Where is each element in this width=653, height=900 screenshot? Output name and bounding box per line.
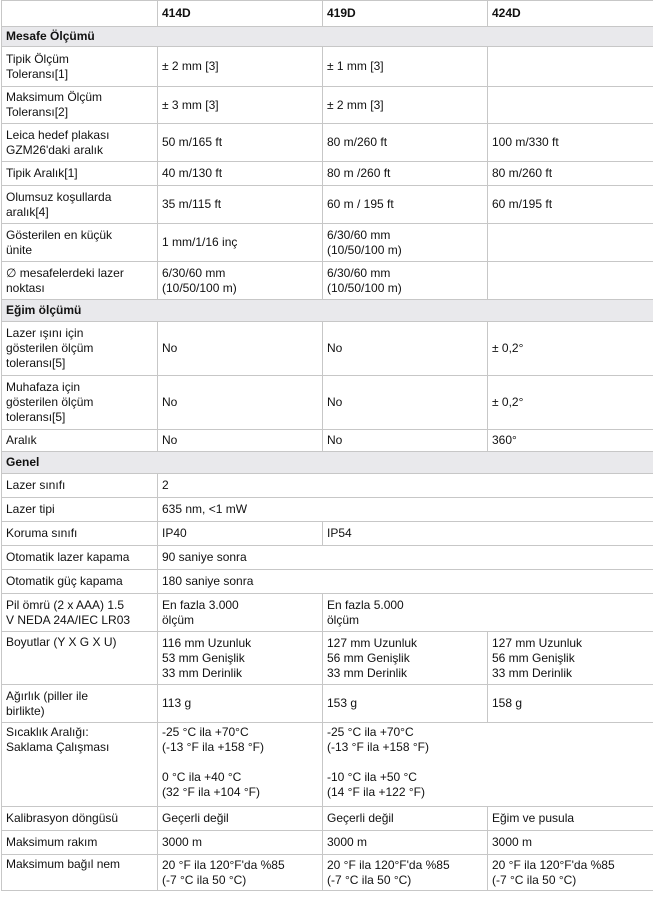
table-row	[2, 430, 653, 452]
cell-414d: No	[158, 430, 323, 452]
row-label: Aralık	[2, 430, 158, 452]
cell-414d: No	[158, 376, 323, 430]
cell-424d: ± 0,2°	[488, 322, 653, 376]
table-row	[2, 831, 653, 855]
cell-414d: IP40	[158, 522, 323, 546]
cell-424d: 158 g	[488, 685, 653, 723]
table-row	[2, 498, 653, 522]
header-model-414d: 414D	[158, 1, 323, 27]
cell-419d: No	[323, 322, 488, 376]
cell-414d: 20 °F ila 120°F'da %85 (-7 °C ila 50 °C)	[158, 855, 323, 891]
cell-419d: No	[323, 430, 488, 452]
cell-419d: 3000 m	[323, 831, 488, 855]
cell-419d-424d: En fazla 5.000 ölçüm	[323, 594, 653, 632]
cell-419d: 6/30/60 mm (10/50/100 m)	[323, 224, 488, 262]
cell-424d: 127 mm Uzunluk 56 mm Genişlik 33 mm Derinlik	[488, 632, 653, 685]
table-row	[2, 474, 653, 498]
cell-424d: 60 m/195 ft	[488, 186, 653, 224]
row-label: Maksimum Ölçüm Toleransı[2]	[2, 87, 158, 124]
row-label: Ağırlık (piller ile birlikte)	[2, 685, 158, 723]
cell-419d: No	[323, 376, 488, 430]
cell-414d: No	[158, 322, 323, 376]
table-row	[2, 522, 653, 546]
table-row	[2, 685, 653, 723]
table-row	[2, 47, 653, 87]
row-label: Lazer ışını için gösterilen ölçüm toleransı[5]	[2, 322, 158, 376]
row-label: Muhafaza için gösterilen ölçüm toleransı[5]	[2, 376, 158, 430]
cell-414d: 3000 m	[158, 831, 323, 855]
cell-419d: 153 g	[323, 685, 488, 723]
table-row	[2, 546, 653, 570]
cell-all-models: 180 saniye sonra	[158, 570, 653, 594]
row-label: ∅ mesafelerdeki lazer noktası	[2, 262, 158, 300]
row-label: Lazer sınıfı	[2, 474, 158, 498]
table-row	[2, 855, 653, 891]
cell-419d: 6/30/60 mm (10/50/100 m)	[323, 262, 488, 300]
cell-419d: Geçerli değil	[323, 807, 488, 831]
cell-424d: 20 °F ila 120°F'da %85 (-7 °C ila 50 °C)	[488, 855, 653, 891]
header-empty-cell	[2, 1, 158, 27]
cell-419d: 80 m /260 ft	[323, 162, 488, 186]
cell-414d: En fazla 3.000 ölçüm	[158, 594, 323, 632]
table-row	[2, 570, 653, 594]
section-row	[2, 27, 653, 47]
cell-424d: 80 m/260 ft	[488, 162, 653, 186]
table-row	[2, 186, 653, 224]
cell-424d	[488, 87, 653, 124]
table-row	[2, 376, 653, 430]
table-row	[2, 162, 653, 186]
row-label: Pil ömrü (2 x AAA) 1.5 V NEDA 24A/IEC LR03	[2, 594, 158, 632]
spec-table	[1, 0, 653, 891]
cell-414d: ± 2 mm [3]	[158, 47, 323, 87]
section-distance-title: Mesafe Ölçümü	[2, 27, 653, 47]
cell-414d: -25 °C ila +70°C (-13 °F ila +158 °F) 0 °C ila +40 °C (32 °F ila +104 °F)	[158, 723, 323, 807]
cell-all-models: 90 saniye sonra	[158, 546, 653, 570]
table-row	[2, 87, 653, 124]
row-label: Boyutlar (Y X G X U)	[2, 632, 158, 685]
cell-424d: 100 m/330 ft	[488, 124, 653, 162]
cell-414d: ± 3 mm [3]	[158, 87, 323, 124]
cell-419d: 20 °F ila 120°F'da %85 (-7 °C ila 50 °C)	[323, 855, 488, 891]
cell-414d: 50 m/165 ft	[158, 124, 323, 162]
cell-414d: 6/30/60 mm (10/50/100 m)	[158, 262, 323, 300]
table-row	[2, 632, 653, 685]
section-row	[2, 300, 653, 322]
cell-424d: Eğim ve pusula	[488, 807, 653, 831]
table-row	[2, 807, 653, 831]
cell-all-models: 2	[158, 474, 653, 498]
cell-419d: 127 mm Uzunluk 56 mm Genişlik 33 mm Derinlik	[323, 632, 488, 685]
table-row	[2, 224, 653, 262]
cell-424d	[488, 224, 653, 262]
row-label: Maksimum bağıl nem	[2, 855, 158, 891]
cell-419d: 80 m/260 ft	[323, 124, 488, 162]
cell-424d	[488, 47, 653, 87]
row-label: Gösterilen en küçük ünite	[2, 224, 158, 262]
section-tilt-title: Eğim ölçümü	[2, 300, 653, 322]
row-label: Olumsuz koşullarda aralık[4]	[2, 186, 158, 224]
row-label: Koruma sınıfı	[2, 522, 158, 546]
table-row	[2, 723, 653, 807]
cell-414d: Geçerli değil	[158, 807, 323, 831]
cell-414d: 116 mm Uzunluk 53 mm Genişlik 33 mm Derinlik	[158, 632, 323, 685]
section-general-title: Genel	[2, 452, 653, 474]
cell-414d: 35 m/115 ft	[158, 186, 323, 224]
cell-419d-424d: IP54	[323, 522, 653, 546]
cell-424d: 360°	[488, 430, 653, 452]
row-label: Otomatik lazer kapama	[2, 546, 158, 570]
table-row	[2, 322, 653, 376]
row-label: Leica hedef plakası GZM26'daki aralık	[2, 124, 158, 162]
table-row	[2, 262, 653, 300]
header-model-419d: 419D	[323, 1, 488, 27]
table-row	[2, 594, 653, 632]
header-model-424d: 424D	[488, 1, 653, 27]
cell-414d: 40 m/130 ft	[158, 162, 323, 186]
table-row	[2, 124, 653, 162]
cell-424d: ± 0,2°	[488, 376, 653, 430]
row-label: Maksimum rakım	[2, 831, 158, 855]
cell-414d: 113 g	[158, 685, 323, 723]
cell-419d: ± 2 mm [3]	[323, 87, 488, 124]
cell-424d	[488, 262, 653, 300]
cell-419d: ± 1 mm [3]	[323, 47, 488, 87]
cell-419d: 60 m / 195 ft	[323, 186, 488, 224]
row-label: Tipik Ölçüm Toleransı[1]	[2, 47, 158, 87]
row-label: Tipik Aralık[1]	[2, 162, 158, 186]
header-row	[2, 1, 653, 27]
row-label: Otomatik güç kapama	[2, 570, 158, 594]
cell-424d: 3000 m	[488, 831, 653, 855]
row-label: Sıcaklık Aralığı: Saklama Çalışması	[2, 723, 158, 807]
row-label: Lazer tipi	[2, 498, 158, 522]
cell-419d-424d: -25 °C ila +70°C (-13 °F ila +158 °F) -10 °C ila +50 °C (14 °F ila +122 °F)	[323, 723, 653, 807]
cell-all-models: 635 nm, <1 mW	[158, 498, 653, 522]
cell-414d: 1 mm/1/16 inç	[158, 224, 323, 262]
section-row	[2, 452, 653, 474]
row-label: Kalibrasyon döngüsü	[2, 807, 158, 831]
